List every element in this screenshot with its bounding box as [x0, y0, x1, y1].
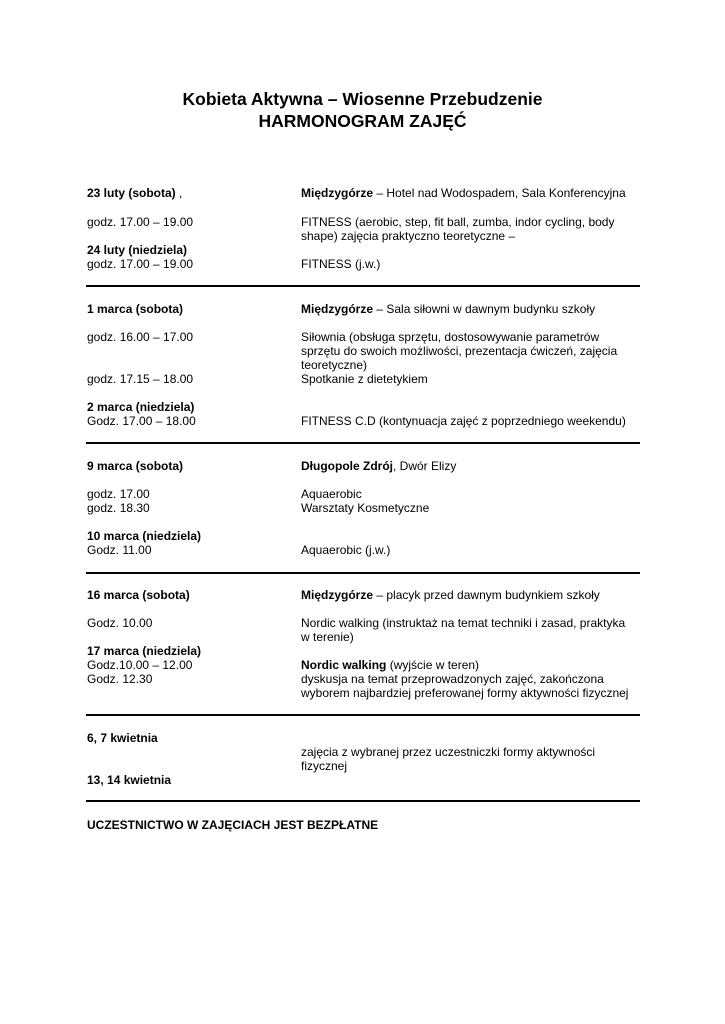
date-label: 17 marca (niedziela)	[87, 644, 202, 658]
activity-name: Nordic walking	[301, 658, 387, 672]
date-row	[87, 186, 182, 200]
time-label: godz. 18.30	[87, 501, 150, 515]
activity-line: Warsztaty Kosmetyczne	[301, 501, 430, 515]
location-detail: , Dwór Elizy	[393, 459, 457, 473]
time-label: Godz.10.00 – 12.00	[87, 658, 193, 672]
time-label: Godz. 10.00	[87, 616, 153, 630]
activity-line: FITNESS (aerobic, step, fit ball, zumba, indor cycling, body	[301, 215, 615, 229]
activity-line: w terenie)	[301, 630, 354, 644]
activity-line: wyborem najbardziej preferowanej formy aktywności fizycznej	[301, 686, 629, 700]
date-label: 2 marca (niedziela)	[87, 400, 195, 414]
location-name: Długopole Zdrój	[301, 459, 393, 473]
time-label: Godz. 17.00 – 18.00	[87, 414, 196, 428]
section-divider	[86, 285, 640, 287]
location-row	[301, 459, 456, 473]
section-divider	[86, 442, 640, 444]
section-divider	[86, 800, 640, 802]
activity-line: Aquaerobic (j.w.)	[301, 543, 391, 557]
activity-line: FITNESS C.D (kontynuacja zajęć z poprzedniego weekendu)	[301, 414, 626, 428]
section-divider	[86, 714, 640, 716]
time-label: godz. 17.00 – 19.00	[87, 215, 194, 229]
location-detail: – Sala siłowni w dawnym budynku szkoły	[373, 302, 596, 316]
activity-line: shape) zajęcia praktyczno teoretyczne –	[301, 229, 516, 243]
section-divider	[86, 572, 640, 574]
date-label: 6, 7 kwietnia	[87, 731, 158, 745]
time-label: godz. 17.00 – 19.00	[87, 257, 194, 271]
time-label: godz. 16.00 – 17.00	[87, 330, 194, 344]
activity-line: Spotkanie z dietetykiem	[301, 372, 428, 386]
date-label: 16 marca (sobota)	[87, 588, 190, 602]
time-label: godz. 17.00	[87, 487, 150, 501]
location-name: Międzygórze	[301, 302, 374, 316]
location-name: Międzygórze	[301, 588, 374, 602]
date-label: 24 luty (niedziela)	[87, 243, 188, 257]
location-detail: – placyk przed dawnym budynkiem szkoły	[373, 588, 600, 602]
activity-line: sprzętu do swoich możliwości, prezentacja ćwiczeń, zajęcia	[301, 344, 618, 358]
date-label: 1 marca (sobota)	[87, 302, 184, 316]
time-label: godz. 17.15 – 18.00	[87, 372, 194, 386]
document-subtitle: HARMONOGRAM ZAJĘĆ	[258, 111, 467, 131]
activity-line	[301, 658, 479, 672]
date-suffix: ,	[175, 186, 183, 200]
document-title: Kobieta Aktywna – Wiosenne Przebudzenie	[182, 89, 543, 109]
date-label: 13, 14 kwietnia	[87, 773, 172, 787]
time-label: Godz. 11.00	[87, 543, 152, 557]
activity-line: Nordic walking (instruktaż na temat techniki i zasad, praktyka	[301, 616, 626, 630]
date-label: 9 marca (sobota)	[87, 459, 184, 473]
date-label: 23 luty (sobota)	[87, 186, 176, 200]
location-detail: – Hotel nad Wodospadem, Sala Konferencyjna	[373, 186, 626, 200]
activity-detail: (wyjście w teren)	[386, 658, 480, 672]
activity-line: Siłownia (obsługa sprzętu, dostosowywanie parametrów	[301, 330, 600, 344]
location-row	[301, 186, 626, 200]
activity-line: Aquaerobic	[301, 487, 362, 501]
activity-line: fizycznej	[301, 759, 348, 773]
activity-line: teoretyczne)	[301, 358, 368, 372]
location-row	[301, 588, 600, 602]
activity-line: dyskusja na temat przeprowadzonych zajęć, zakończona	[301, 672, 604, 686]
footer-note: UCZESTNICTWO W ZAJĘCIACH JEST BEZPŁATNE	[87, 818, 379, 832]
time-label: Godz. 12.30	[87, 672, 153, 686]
date-label: 10 marca (niedziela)	[87, 529, 202, 543]
location-row	[301, 302, 595, 316]
activity-line: FITNESS (j.w.)	[301, 257, 381, 271]
location-name: Międzygórze	[301, 186, 374, 200]
activity-line: zajęcia z wybranej przez uczestniczki formy aktywności	[301, 745, 596, 759]
